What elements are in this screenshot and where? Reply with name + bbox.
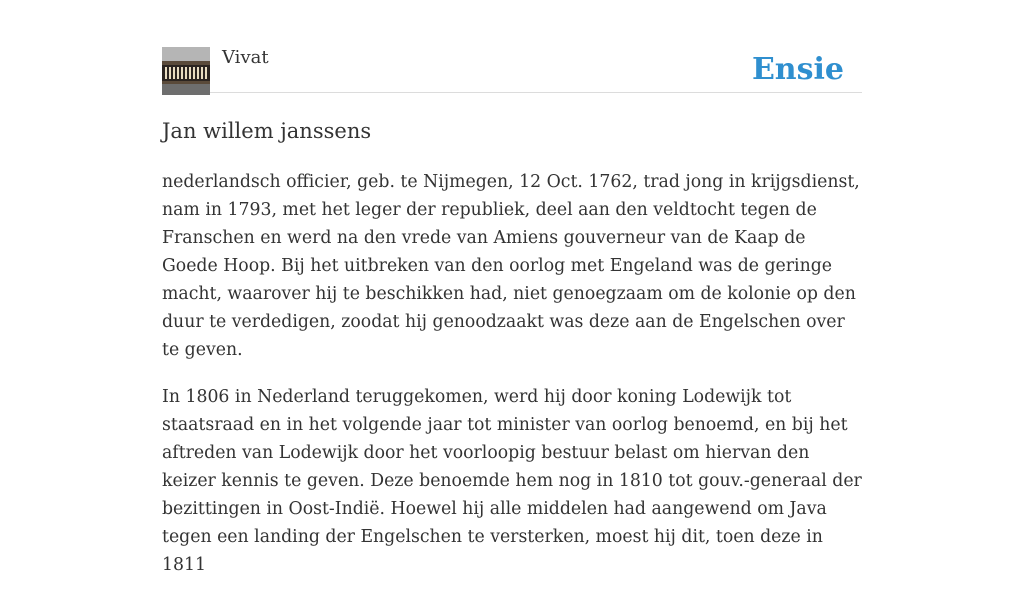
- author-avatar[interactable]: [162, 47, 210, 95]
- article-paragraph: In 1806 in Nederland teruggekomen, werd hij door koning Lodewijk tot staatsraad en in het volgende jaar tot minister van oorlog benoemd, en bij het aftreden van Lodewijk door het voorloopig bestuur belast om hiervan den keizer kennis te geven. Deze benoemde hem nog in 1810 tot gouv.-generaal der bezittingen in Oost-Indië. Hoewel hij alle middelen had aangewend om Java tegen een landing der Engelschen te versterken, moest hij dit, toen deze in 1811: [162, 387, 862, 575]
- brand-logo[interactable]: Ensie: [751, 52, 844, 87]
- article-title: Jan willem janssens: [162, 119, 372, 143]
- library-shelves-avatar-icon: [162, 47, 210, 95]
- article-paragraph: nederlandsch officier, geb. te Nijmegen, 12 Oct. 1762, trad jong in krijgsdienst, nam in 1793, met het leger der republiek, deel aan den veldtocht tegen de Franschen en werd na den vrede van Amiens gouverneur van de Kaap de Goede Hoop. Bij het uitbreken van den oorlog met Engeland was de geringe macht, waarover hij te beschikken had, niet genoegzaam om de kolonie op den duur te verdedigen, zoodat hij genoodzaakt was deze aan de Engelschen over te geven.: [162, 172, 860, 360]
- article-body: [162, 168, 862, 598]
- author-name[interactable]: Vivat: [222, 47, 269, 68]
- page-header: [162, 46, 862, 93]
